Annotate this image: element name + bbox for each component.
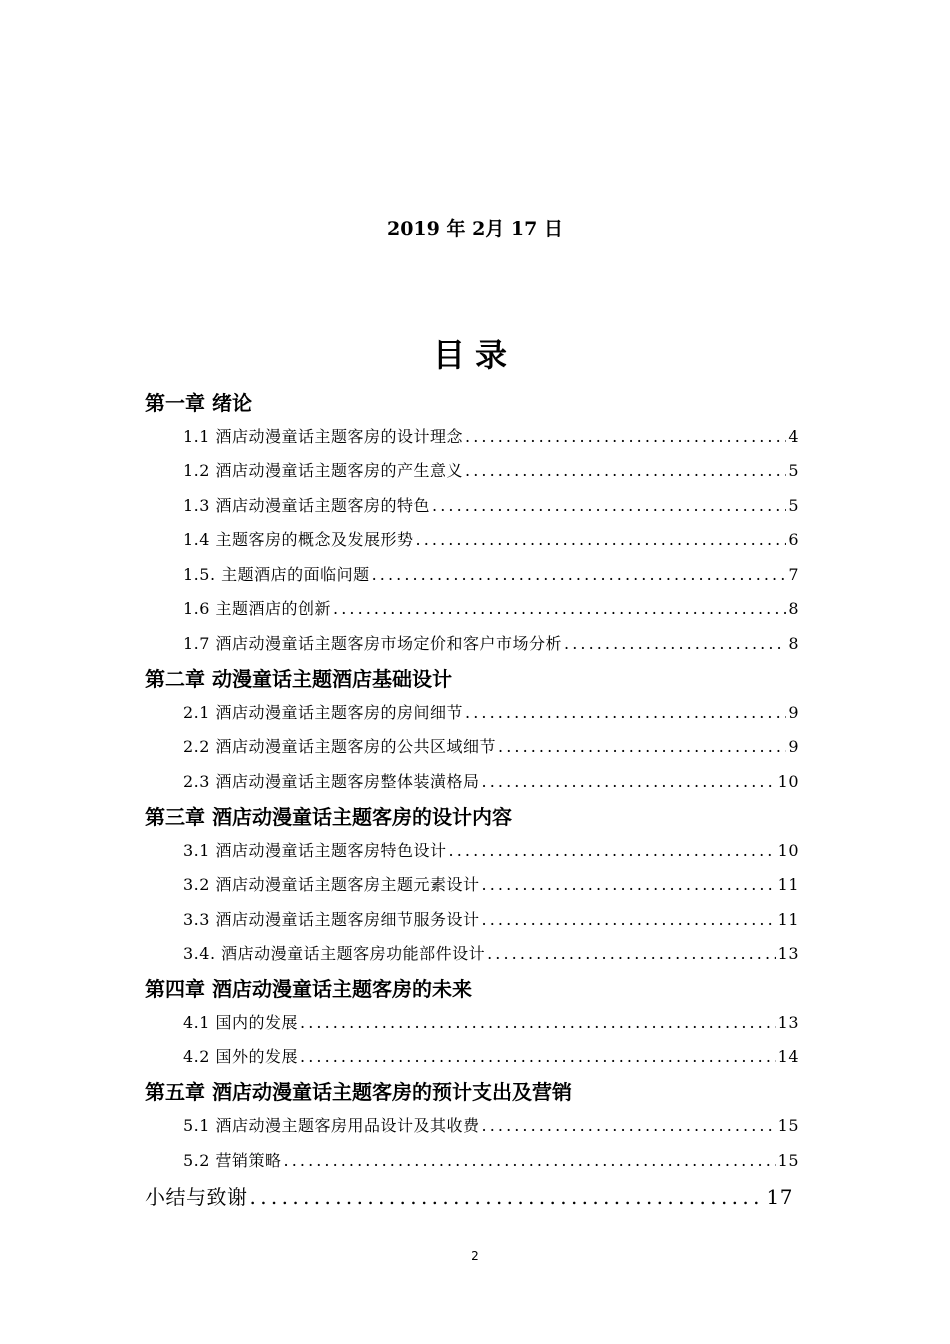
chapter-heading[interactable]: 第四章 酒店动漫童话主题客房的未来 bbox=[145, 977, 472, 1001]
toc-entry-page: 9 bbox=[788, 737, 799, 756]
toc-entry-page: 13 bbox=[777, 944, 799, 963]
toc-entry[interactable] bbox=[183, 631, 799, 654]
leader-dots bbox=[284, 1151, 776, 1170]
toc-entry-page: 10 bbox=[777, 841, 799, 860]
toc-entry-page: 7 bbox=[788, 565, 799, 584]
leader-dots bbox=[487, 944, 776, 963]
leader-dots bbox=[465, 461, 786, 480]
toc-entry-page: 14 bbox=[777, 1047, 799, 1066]
toc-entry-page: 5 bbox=[788, 461, 799, 480]
toc-entry[interactable] bbox=[183, 1148, 799, 1171]
toc-entry-label: 4.2 国外的发展 bbox=[183, 1047, 299, 1066]
toc-entry-label: 2.2 酒店动漫童话主题客房的公共区域细节 bbox=[183, 737, 497, 756]
toc-entry[interactable] bbox=[183, 769, 799, 792]
toc-entry-label: 3.1 酒店动漫童话主题客房特色设计 bbox=[183, 841, 447, 860]
toc-entry-page: 8 bbox=[788, 599, 799, 618]
toc-entry-label: 小结与致谢 bbox=[145, 1185, 248, 1209]
toc-entry[interactable] bbox=[183, 700, 799, 723]
chapter-heading[interactable]: 第五章 酒店动漫童话主题客房的预计支出及营销 bbox=[145, 1080, 572, 1104]
leader-dots bbox=[564, 634, 786, 653]
chapter-heading[interactable]: 第三章 酒店动漫童话主题客房的设计内容 bbox=[145, 805, 512, 829]
toc-entry-label: 3.4. 酒店动漫童话主题客房功能部件设计 bbox=[183, 944, 486, 963]
toc-entry[interactable] bbox=[183, 838, 799, 861]
toc-entry[interactable] bbox=[183, 458, 799, 481]
toc-entry-summary[interactable] bbox=[145, 1181, 793, 1210]
toc-entry[interactable] bbox=[183, 493, 799, 516]
toc-entry-page: 8 bbox=[788, 634, 799, 653]
toc-entry-page: 10 bbox=[777, 772, 799, 791]
toc-entry[interactable] bbox=[183, 1113, 799, 1136]
toc-entry[interactable] bbox=[183, 872, 799, 895]
page-number: 2 bbox=[471, 1249, 479, 1263]
leader-dots bbox=[465, 703, 786, 722]
toc-entry-label: 5.2 营销策略 bbox=[183, 1151, 282, 1170]
toc-entry[interactable] bbox=[183, 1010, 799, 1033]
leader-dots bbox=[482, 1116, 776, 1135]
toc-entry-label: 2.3 酒店动漫童话主题客房整体装潢格局 bbox=[183, 772, 480, 791]
toc-entry-label: 1.5. 主题酒店的面临问题 bbox=[183, 565, 370, 584]
toc-entry[interactable] bbox=[183, 562, 799, 585]
toc-entry-page: 4 bbox=[788, 427, 799, 446]
leader-dots bbox=[333, 599, 786, 618]
toc-entry-page: 5 bbox=[788, 496, 799, 515]
toc-entry-label: 1.4 主题客房的概念及发展形势 bbox=[183, 530, 414, 549]
toc-entry-page: 11 bbox=[777, 875, 799, 894]
leader-dots bbox=[416, 530, 787, 549]
toc-entry-label: 4.1 国内的发展 bbox=[183, 1013, 299, 1032]
toc-entry-page: 9 bbox=[788, 703, 799, 722]
leader-dots bbox=[482, 772, 776, 791]
leader-dots bbox=[300, 1047, 776, 1066]
toc-entry[interactable] bbox=[183, 424, 799, 447]
toc-entry[interactable] bbox=[183, 734, 799, 757]
toc-entry-label: 2.1 酒店动漫童话主题客房的房间细节 bbox=[183, 703, 464, 722]
toc-entry[interactable] bbox=[183, 907, 799, 930]
toc-entry-label: 5.1 酒店动漫主题客房用品设计及其收费 bbox=[183, 1116, 480, 1135]
leader-dots bbox=[465, 427, 786, 446]
toc-entry-label: 3.3 酒店动漫童话主题客房细节服务设计 bbox=[183, 910, 480, 929]
toc-entry-label: 1.7 酒店动漫童话主题客房市场定价和客户市场分析 bbox=[183, 634, 563, 653]
leader-dots bbox=[482, 910, 776, 929]
leader-dots bbox=[372, 565, 787, 584]
chapter-heading[interactable]: 第一章 绪论 bbox=[145, 391, 252, 415]
toc-entry-page: 6 bbox=[788, 530, 799, 549]
leader-dots bbox=[482, 875, 776, 894]
leader-dots bbox=[250, 1185, 765, 1209]
leader-dots bbox=[432, 496, 786, 515]
toc-entry-page: 15 bbox=[777, 1116, 799, 1135]
toc-entry-label: 1.2 酒店动漫童话主题客房的产生意义 bbox=[183, 461, 464, 480]
toc-entry[interactable] bbox=[183, 596, 799, 619]
date-line: 2019 年 2月 17 日 bbox=[386, 218, 563, 240]
toc-entry-label: 1.3 酒店动漫童话主题客房的特色 bbox=[183, 496, 431, 515]
toc-entry-page: 11 bbox=[777, 910, 799, 929]
toc-entry-page: 13 bbox=[777, 1013, 799, 1032]
toc-entry-label: 1.1 酒店动漫童话主题客房的设计理念 bbox=[183, 427, 464, 446]
toc-entry[interactable] bbox=[183, 941, 799, 964]
toc-entry-label: 1.6 主题酒店的创新 bbox=[183, 599, 332, 618]
toc-entry-page: 17 bbox=[766, 1185, 793, 1209]
chapter-heading[interactable]: 第二章 动漫童话主题酒店基础设计 bbox=[145, 667, 452, 691]
leader-dots bbox=[449, 841, 776, 860]
toc-title: 目录 bbox=[432, 336, 517, 374]
toc-entry-label: 3.2 酒店动漫童话主题客房主题元素设计 bbox=[183, 875, 480, 894]
leader-dots bbox=[300, 1013, 776, 1032]
toc-entry[interactable] bbox=[183, 527, 799, 550]
leader-dots bbox=[498, 737, 786, 756]
toc-entry[interactable] bbox=[183, 1044, 799, 1067]
toc-entry-page: 15 bbox=[777, 1151, 799, 1170]
